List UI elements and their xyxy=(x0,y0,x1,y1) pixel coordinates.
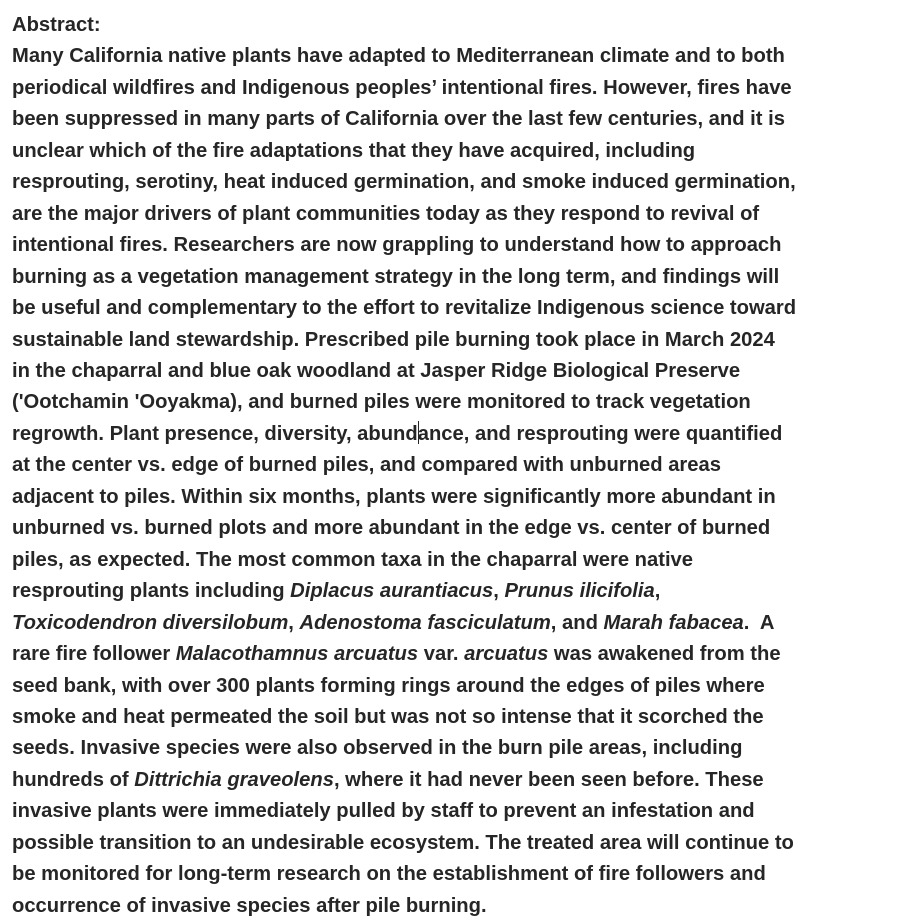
abstract-line: possible transition to an undesirable ecosystem. The treated area will continue to xyxy=(12,831,794,854)
abstract-line: intentional fires. Researchers are now grappling to understand how to approach xyxy=(12,234,782,257)
text-before-cursor: regrowth. Plant presence, diversity, abund xyxy=(12,422,418,445)
text-run: , xyxy=(288,611,300,634)
species-name: Malacothamnus arcuatus xyxy=(175,643,419,666)
abstract-line: occurrence of invasive species after pile burning. xyxy=(12,894,487,917)
abstract-line: periodical wildfires and Indigenous peoples’ intentional fires. However, fires have xyxy=(12,76,792,99)
abstract-line: at the center vs. edge of burned piles, and compared with unburned areas xyxy=(12,454,721,477)
abstract-line: invasive plants were immediately pulled by staff to prevent an infestation and xyxy=(12,800,755,823)
abstract-document[interactable] xyxy=(12,10,892,922)
abstract-line-with-cursor xyxy=(12,419,892,450)
abstract-line: be useful and complementary to the effort to revitalize Indigenous science toward xyxy=(12,297,797,320)
abstract-line: sustainable land stewardship. Prescribed pile burning took place in March 2024 xyxy=(12,328,775,351)
abstract-line: smoke and heat permeated the soil but was not so intense that it scorched the xyxy=(12,705,764,728)
species-name: Diplacus aurantiacus xyxy=(290,580,494,603)
text-run: , where it had never been seen before. These xyxy=(333,768,764,791)
abstract-line xyxy=(12,608,892,639)
abstract-line: unclear which of the fire adaptations that they have acquired, including xyxy=(12,139,696,162)
abstract-line: burning as a vegetation management strategy in the long term, and findings will xyxy=(12,265,780,288)
abstract-line: seeds. Invasive species were also observed in the burn pile areas, including xyxy=(12,737,743,760)
text-after-cursor: ance, and resprouting were quantified xyxy=(417,422,783,445)
abstract-line: be monitored for long-term research on the establishment of fire followers and xyxy=(12,863,766,886)
text-run: . A xyxy=(743,611,775,634)
abstract-line: ('Ootchamin 'Ooyakma), and burned piles were monitored to track vegetation xyxy=(12,391,751,414)
species-name: Prunus ilicifolia xyxy=(504,580,655,603)
abstract-line: been suppressed in many parts of California over the last few centuries, and it is xyxy=(12,108,785,131)
species-name: Marah fabacea xyxy=(603,611,744,634)
abstract-line xyxy=(12,576,892,607)
species-name: arcuatus xyxy=(464,643,549,666)
abstract-line: in the chaparral and blue oak woodland at Jasper Ridge Biological Preserve xyxy=(12,359,741,382)
abstract-line: are the major drivers of plant communities today as they respond to revival of xyxy=(12,202,760,225)
abstract-line: adjacent to piles. Within six months, plants were significantly more abundant in xyxy=(12,485,776,508)
abstract-line: resprouting, serotiny, heat induced germination, and smoke induced germination, xyxy=(12,171,796,194)
abstract-line xyxy=(12,639,892,670)
species-name: Adenostoma fasciculatum xyxy=(299,611,551,634)
abstract-line: unburned vs. burned plots and more abundant in the edge vs. center of burned xyxy=(12,517,771,540)
species-name: Dittrichia graveolens xyxy=(134,768,334,791)
text-run: , xyxy=(493,580,505,603)
species-name: Toxicodendron diversilobum xyxy=(12,611,289,634)
abstract-line: seed bank, with over 300 plants forming rings around the edges of piles where xyxy=(12,674,765,697)
abstract-line xyxy=(12,765,892,796)
text-run: rare fire follower xyxy=(12,643,176,666)
text-run: hundreds of xyxy=(12,768,135,791)
abstract-heading: Abstract: xyxy=(12,14,101,36)
text-run: , and xyxy=(550,611,604,634)
text-run: var. xyxy=(418,643,465,666)
text-run: was awakened from the xyxy=(548,643,781,666)
abstract-line: Many California native plants have adapted to Mediterranean climate and to both xyxy=(12,45,785,68)
text-run: , xyxy=(654,580,661,603)
text-run: resprouting plants including xyxy=(12,580,291,603)
abstract-line: piles, as expected. The most common taxa in the chaparral were native xyxy=(12,548,694,571)
